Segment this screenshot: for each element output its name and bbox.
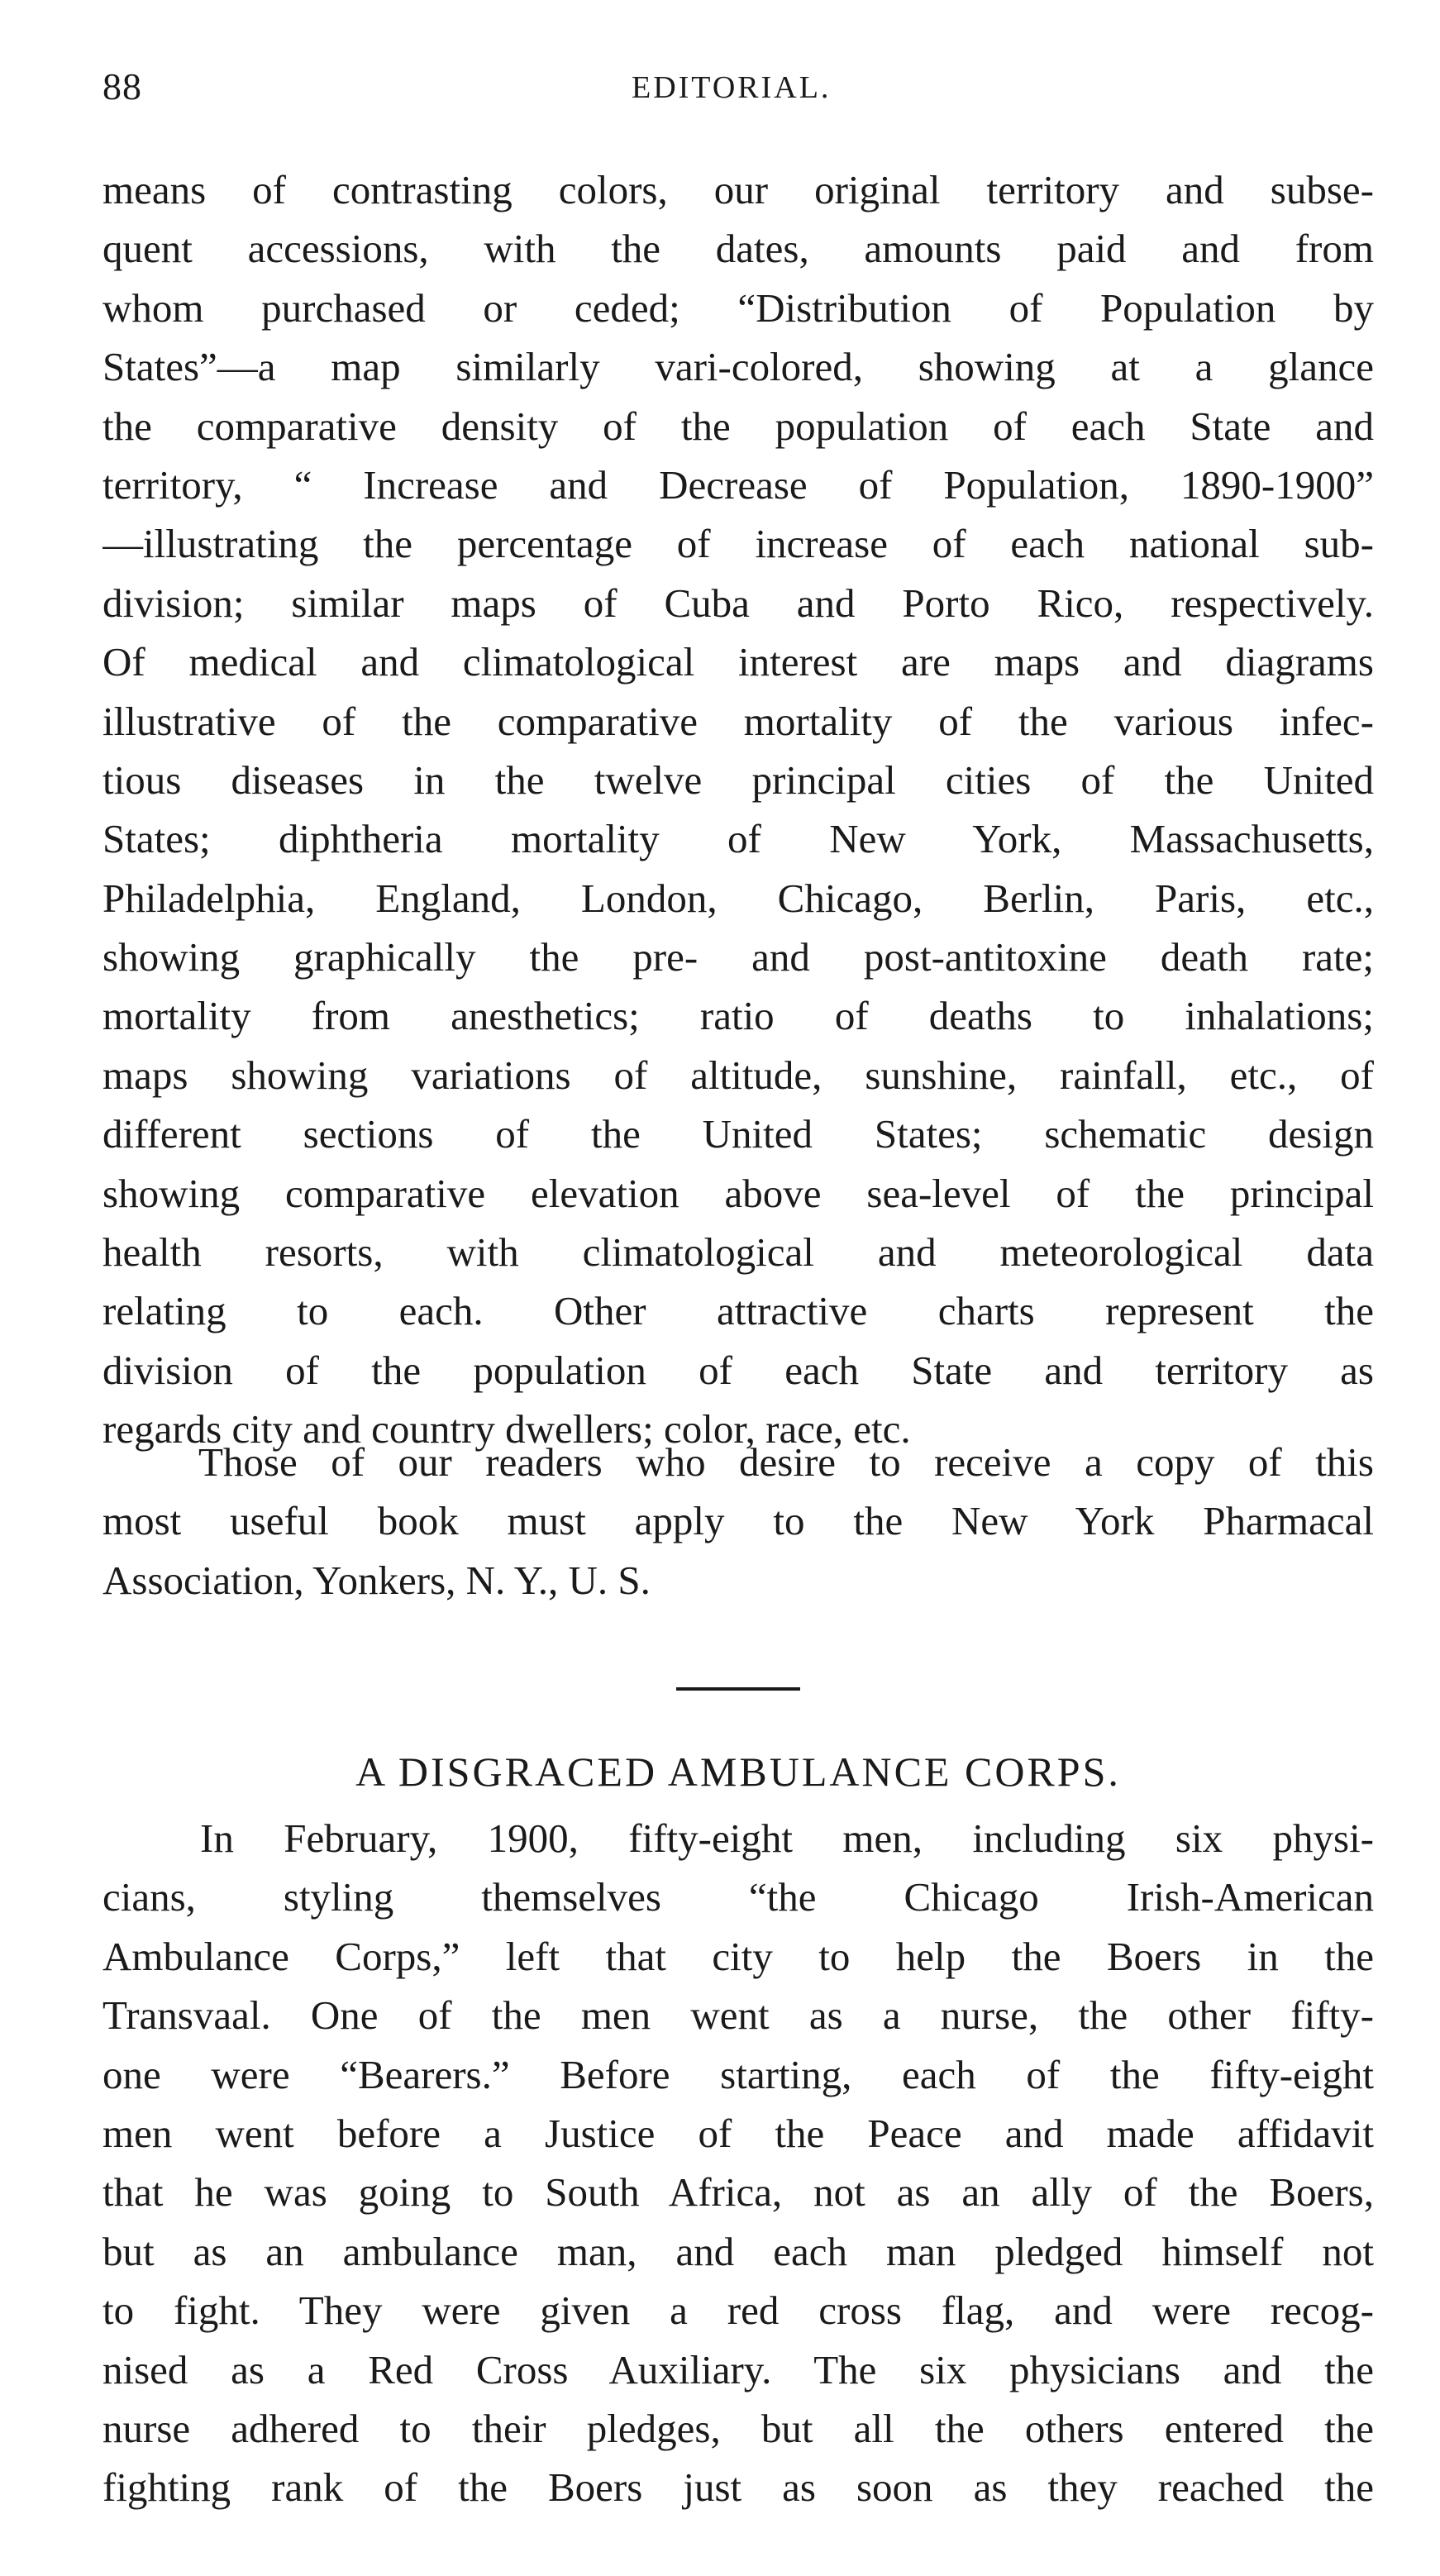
text-line: tious diseases in the twelve principal cities of the United [103,756,1374,803]
running-head [103,64,1376,114]
text-line: division; similar maps of Cuba and Porto Rico, respectively. [103,580,1374,626]
text-line: cians, styling themselves “the Chicago Irish-American [103,1874,1374,1920]
text-line: that he was going to South Africa, not as an ally of the Boers, [103,2169,1374,2216]
text-line: health resorts, with climatological and meteorological data [103,1229,1374,1276]
text-line: —illustrating the percentage of increase of each national sub- [103,521,1374,567]
running-title: EDITORIAL. [632,70,832,105]
text-line: mortality from anesthetics; ratio of deaths to inhalations; [103,993,1374,1039]
text-line: the comparative density of the population of each State and [103,403,1374,449]
text-line: maps showing variations of altitude, sunshine, rainfall, etc., of [103,1052,1374,1098]
page-number: 88 [103,65,142,107]
text-line: showing comparative elevation above sea-level of the principal [103,1170,1374,1216]
paragraph-map-descriptions [103,160,1374,1459]
text-line: Ambulance Corps,” left that city to help the Boers in the [103,1933,1374,1979]
text-line: Those of our readers who desire to receive a copy of this [198,1439,1374,1485]
text-line: nised as a Red Cross Auxiliary. The six physicians and the [103,2346,1374,2392]
text-line: territory, “ Increase and Decrease of Population, 1890-1900” [103,461,1374,508]
text-line: relating to each. Other attractive charts represent the [103,1288,1374,1334]
text-line: whom purchased or ceded; “Distribution of Population by [103,284,1374,331]
text-line: nurse adhered to their pledges, but all the others entered the [103,2405,1374,2451]
section-divider [676,1687,800,1691]
text-line: fighting rank of the Boers just as soon as they reached the [103,2464,1374,2511]
text-line: one were “Bearers.” Before starting, each of the fifty-eight [103,2051,1374,2097]
text-line: Transvaal. One of the men went as a nurse, the other fifty- [103,1992,1374,2039]
section-heading: A DISGRACED AMBULANCE CORPS. [355,1748,1121,1795]
text-line: Of medical and climatological interest are maps and diagrams [103,639,1374,685]
text-line: men went before a Justice of the Peace and made affidavit [103,2110,1374,2156]
paragraph-ordering-info [103,1433,1374,1610]
text-line: illustrative of the comparative mortality of the various infec- [103,698,1374,744]
text-line: States”—a map similarly vari-colored, showing at a glance [103,344,1374,390]
text-line: regards city and country dwellers; color, race, etc. [103,1406,911,1453]
text-line: Association, Yonkers, N. Y., U. S. [103,1557,651,1603]
text-line: Philadelphia, England, London, Chicago, Berlin, Paris, etc., [103,875,1374,921]
text-line: States; diphtheria mortality of New York, Massachusetts, [103,816,1374,862]
text-line: showing graphically the pre- and post-antitoxine death rate; [103,934,1374,980]
text-line: In February, 1900, fifty-eight men, including six physi- [200,1815,1374,1861]
text-line: means of contrasting colors, our original territory and subse- [103,167,1374,212]
paragraph-ambulance-corps [103,1809,1374,2517]
text-line: most useful book must apply to the New York Pharmacal [103,1498,1374,1544]
text-line: division of the population of each State and territory as [103,1347,1374,1393]
text-line: to fight. They were given a red cross flag, and were recog- [103,2287,1374,2334]
text-line: quent accessions, with the dates, amounts paid and from [103,226,1374,272]
text-line: but as an ambulance man, and each man pledged himself not [103,2228,1374,2274]
text-line: different sections of the United States; schematic design [103,1111,1374,1157]
